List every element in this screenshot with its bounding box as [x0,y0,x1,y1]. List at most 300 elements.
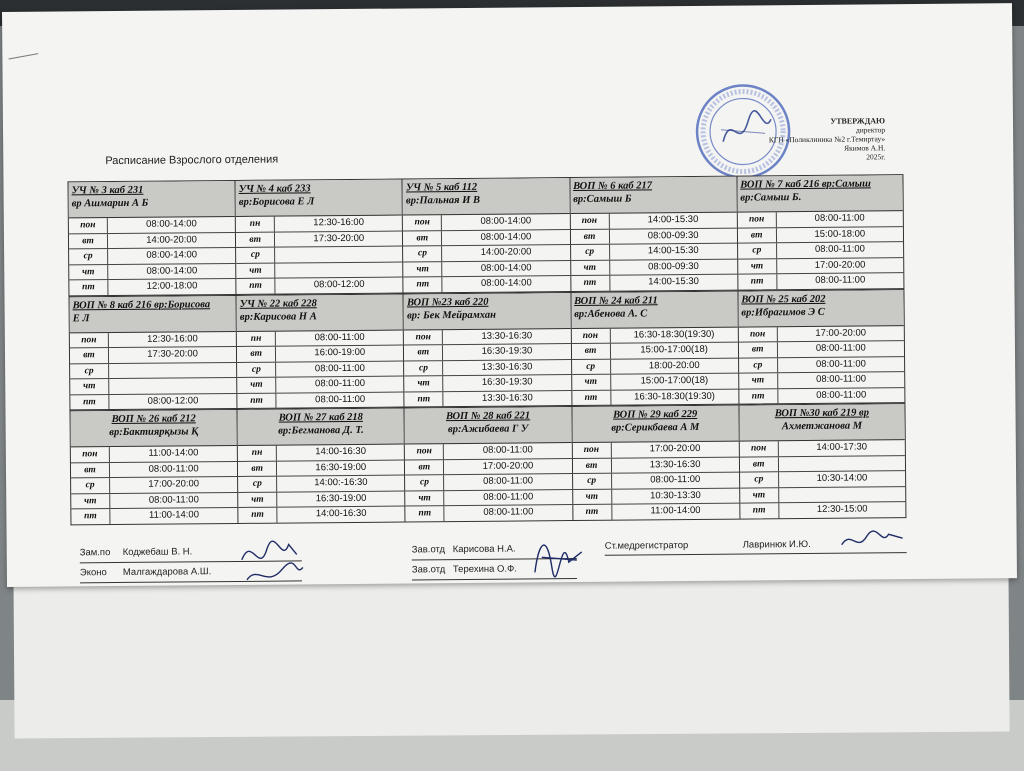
time-cell: 08:00-11:00 [314,331,365,343]
weekday-cell: ср [738,243,777,258]
day-row [404,329,570,346]
weekday-cell: пон [740,441,779,456]
weekday-cell: чт [738,259,777,274]
doctor-header [571,291,737,328]
day-row [71,446,237,463]
day-row [740,440,905,457]
day-row [238,476,404,493]
time-cell: 08:00-11:00 [816,388,867,401]
weekday-cell: пт [239,508,278,523]
day-row [571,327,737,344]
cabinet-label: УЧ № 3 каб 231 [71,184,144,197]
time-cell: 14:00-16:30 [315,445,367,458]
day-row [405,443,571,460]
weekday-cell: ср [573,474,612,489]
time-cell: 16:30-19:30 [481,376,533,388]
weekday-cell: пон [69,218,108,233]
time-cell: 12:00-18:00 [146,280,198,292]
time-cell: 08:00-14:00 [480,277,532,289]
day-row [571,244,737,261]
cabinet-label: УЧ № 22 каб 228 [239,297,317,310]
time-cell [275,247,402,263]
time-cell: 08:00-11:00 [814,243,865,255]
weekday-cell: вт [572,458,611,473]
time-cell: 11:00-14:00 [650,504,701,517]
day-row [236,247,402,264]
time-cell: 08:00-11:00 [815,357,866,370]
weekday-cell: вт [236,232,275,247]
time-cell: 08:00-14:00 [146,264,198,277]
day-row [70,362,236,379]
zav1-name: Карисова Н.А. [452,543,516,556]
day-row [572,358,738,375]
cabinet-label: УЧ № 4 каб 233 [238,183,311,195]
approval-name: Якимов А.Н. [844,143,886,153]
weekday-cell: ср [740,472,779,487]
time-cell: 10:30-14:00 [816,472,868,484]
day-row [738,258,903,275]
weekday-cell: ср [236,248,275,263]
day-row [237,278,403,294]
day-row [404,261,570,278]
day-row [738,211,903,228]
cabinet-label: ВОП № 6 каб 217 [573,180,653,193]
doctor-name: вр:Карисова Н А [239,310,317,323]
time-cell: 13:30-16:30 [481,329,533,342]
doctor-block [69,409,237,525]
weekday-cell: вт [69,234,108,249]
approval-position: директор [855,125,886,135]
time-cell: 08:00-11:00 [482,444,533,456]
time-cell: 08:00-09:30 [647,229,699,241]
time-cell [779,487,905,503]
time-cell: 13:30-16:30 [649,458,701,470]
weekday-cell: пт [738,274,777,289]
time-cell: 16:30-18:30(19:30) [634,390,715,402]
time-cell: 08:00-11:00 [483,490,534,503]
time-cell: 16:30-19:00 [315,461,367,473]
weekday-cell: пон [404,330,443,345]
doctor-block [571,405,739,521]
time-cell: 08:00-11:00 [483,475,534,487]
weekday-cell: пн [236,217,275,232]
cabinet-label: ВОП №30 каб 219 вр [774,407,869,420]
day-row [69,248,235,265]
doctor-block [67,180,235,296]
time-cell: 17:00-20:00 [815,326,867,339]
day-row [740,502,905,518]
doctor-name: вр: Бек Мейрамхан [406,309,497,321]
time-cell: 08:00-09:30 [647,260,699,272]
time-cell: 08:00-11:00 [483,506,534,518]
doctor-header [68,181,234,218]
doctor-header [70,410,236,447]
weekday-cell: ср [403,246,442,261]
day-row [237,361,403,378]
doctor-name: вр:Ажибаева Г У [447,423,529,436]
doctor-header [737,175,902,212]
weekday-cell: пт [572,390,611,405]
cabinet-label: ВОП №23 каб 220 [406,296,489,308]
doctor-name: вр Ашмарин А Б [71,197,149,210]
weekday-cell: ср [69,249,108,264]
approval-org: КГП «Поликлиника №2 г.Темиртау» [768,134,886,145]
time-cell: 14:00-20:00 [480,246,532,258]
econ-name: Малгаждарова А.Ш. [122,566,212,578]
day-row [71,508,237,524]
doctor-block [236,293,404,409]
day-row [571,259,737,276]
weekday-cell: вт [740,457,779,472]
time-cell: 08:00-12:00 [147,394,199,407]
day-row [572,442,738,459]
weekday-cell: чт [571,260,610,275]
time-cell: 12:30-16:00 [147,332,198,345]
zav2-name: Терехина О.Ф. [452,563,517,576]
weekday-cell: пт [740,503,779,518]
day-row [403,214,569,231]
time-cell: 08:00-14:00 [146,249,198,261]
day-row [70,331,236,348]
day-row [69,263,235,280]
time-cell: 08:00-14:00 [146,218,197,230]
doctor-header [238,409,404,446]
day-row [406,490,572,507]
time-cell: 08:00-11:00 [148,462,199,475]
zam-label: Зам.по [79,547,111,559]
weekday-cell: пон [738,212,777,227]
day-row [237,377,403,394]
doctor-block [403,292,571,408]
doctor-block [237,408,405,524]
doctor-block [68,294,236,410]
weekday-cell: пт [739,389,778,404]
time-cell: 08:00-14:00 [480,215,532,227]
day-row [739,372,904,389]
doctor-header [739,404,904,441]
doctor-header [405,407,571,444]
day-row [572,374,738,391]
time-cell: 08:00-14:00 [480,261,532,274]
time-cell: 14:00-17:30 [816,441,868,453]
zav1-label: Зав.отд [411,544,446,556]
page-title: Расписание Взрослого отделения [105,153,279,168]
cabinet-label: УЧ № 5 каб 112 [405,181,478,194]
weekday-cell: ср [70,364,109,379]
time-cell [109,378,236,394]
day-row [740,487,905,504]
day-row [404,344,570,361]
day-row [739,388,904,404]
weekday-cell: пт [571,276,610,291]
weekday-cell: вт [237,347,276,362]
weekday-cell: пон [405,444,444,459]
day-row [738,273,903,289]
doctor-name: вр:Самыш Б [573,193,632,206]
weekday-cell: пон [570,214,609,229]
time-cell: 16:30-18:30(19:30) [633,328,715,341]
weekday-cell: чт [69,265,108,280]
weekday-cell: пт [238,393,277,408]
handwritten-signature-zav [526,522,587,583]
weekday-cell: пон [739,327,778,342]
weekday-cell: чт [405,376,444,391]
approval-head: УТВЕРЖДАЮ [830,116,886,126]
day-row [236,231,402,248]
day-row [738,227,903,244]
zam-name: Коджебаш В. Н. [122,546,193,558]
doctor-header [237,294,403,331]
time-cell: 08:00-12:00 [313,278,365,291]
day-row [405,459,571,476]
weekday-cell: вт [570,229,609,244]
time-cell: 16:00-19:00 [314,346,366,359]
time-cell: 16:30-19:00 [315,492,367,504]
schedule-row [68,289,905,411]
approval-block [715,116,885,162]
doctor-block [570,290,738,406]
time-cell: 12:30-15:00 [816,503,868,515]
cabinet-label: ВОП № 26 каб 212 [111,413,196,426]
time-cell: 18:00-20:00 [648,359,700,371]
weekday-cell: вт [739,342,778,357]
doctor-header [572,406,738,443]
time-cell: 08:00-11:00 [650,473,701,486]
weekday-cell: ср [405,475,444,490]
doctor-name: вр:Бегманова Д. Т. [278,424,364,437]
day-row [71,477,237,494]
day-row [403,245,569,262]
time-cell: 14:00:-16:30 [314,476,368,489]
time-cell: 14:00-16:30 [315,507,367,520]
weekday-cell: чт [238,492,277,507]
day-row [740,456,905,473]
time-cell: 15:00-18:00 [814,227,866,240]
handwritten-signature-zam [237,529,308,590]
time-cell: 08:00-11:00 [315,393,366,405]
day-row [70,393,236,409]
time-cell: 17:00-20:00 [148,478,200,490]
doctor-block [736,174,904,290]
day-row [403,230,569,247]
day-row [571,275,737,291]
pen-mark [9,53,39,59]
weekday-cell: пон [403,215,442,230]
time-cell: 14:00-20:00 [146,233,197,246]
time-cell: 08:00-11:00 [816,373,867,385]
doctor-block [235,179,403,295]
day-row [405,375,571,392]
day-row [70,378,236,395]
time-cell [109,362,236,378]
day-row [70,347,236,364]
day-row [740,471,905,488]
time-cell: 08:00-11:00 [815,342,866,354]
doctor-header [738,290,903,327]
weekday-cell: вт [738,228,777,243]
cabinet-label: ВОП № 24 каб 211 [574,294,658,307]
weekday-cell: вт [70,348,109,363]
weekday-cell: ср [238,477,277,492]
time-cell: 08:00-11:00 [815,274,866,286]
time-cell: 15:00-17:00(18) [640,343,708,356]
weekday-cell: вт [405,460,444,475]
day-row [405,391,571,407]
doctor-block [738,403,906,519]
weekday-cell: пт [406,506,445,521]
day-row [238,460,404,477]
time-cell: 17:30-20:00 [313,232,365,244]
day-row [573,473,739,490]
time-cell: 17:30-20:00 [147,348,198,360]
weekday-cell: чт [572,375,611,390]
weekday-cell: пон [70,333,109,348]
weekday-cell: ср [572,359,611,374]
time-cell: 08:00-11:00 [314,362,365,374]
cabinet-label: ВОП № 7 каб 216 вр:Самыш [740,178,871,191]
time-cell: 16:30-19:30 [481,345,533,357]
weekday-cell: пт [237,279,276,294]
weekday-cell: вт [404,345,443,360]
time-cell: 10:30-13:30 [649,489,701,501]
weekday-cell: ср [739,358,778,373]
doctor-name: вр:Борисова Е Л [238,196,315,208]
schedule-row [67,174,904,296]
doctor-name: вр:Пальная И В [405,194,481,207]
day-row [238,392,404,408]
weekday-cell: чт [404,262,443,277]
day-row [739,341,904,358]
day-row [573,504,739,520]
weekday-cell: пт [404,277,443,292]
time-cell: 15:00-17:00(18) [640,374,709,387]
doctor-name: вр:Серикбаева А М [611,421,700,434]
day-row [237,330,403,347]
weekday-cell: чт [406,491,445,506]
doctor-block [402,177,570,293]
day-row [404,360,570,377]
day-row [573,488,739,505]
weekday-cell: чт [71,494,110,509]
weekday-cell: пт [573,505,612,520]
time-cell: 08:00-11:00 [148,493,199,506]
day-row [239,507,405,523]
cabinet-label: ВОП № 8 каб 216 вр:Борисова [72,298,211,311]
time-cell: 13:30-16:30 [481,391,533,404]
econ-label: Эконо [79,567,107,579]
doctor-header [404,293,570,330]
time-cell: 17:00-20:00 [814,258,866,271]
day-row [236,262,402,279]
weekday-cell: пон [571,328,610,343]
doctor-block [404,406,572,522]
doctor-block [569,176,737,292]
doctor-name: вр:Самыш Б. [740,192,802,204]
day-row [406,505,572,521]
weekday-cell: пон [572,443,611,458]
day-row [236,216,402,233]
time-cell: 12:30-16:00 [313,216,365,229]
day-row [237,346,403,363]
day-row [739,326,904,343]
day-row [71,461,237,478]
day-row [404,276,570,292]
weekday-cell: пт [71,509,110,524]
weekday-cell: чт [70,379,109,394]
doctor-block [737,289,905,405]
doctor-name: вр:Абенова А. С [574,307,648,320]
weekday-cell: пт [405,392,444,407]
handwritten-signature-registrar [837,524,907,555]
schedule-grid [67,174,906,525]
weekday-cell: пон [71,447,110,462]
weekday-cell: ср [237,362,276,377]
registrar-label: Ст.медрегистратор [604,540,689,552]
weekday-cell: вт [571,344,610,359]
cabinet-label: ВОП № 28 каб 221 [445,410,531,423]
registrar-name: Лавринюк И.Ю. [742,538,811,551]
weekday-cell: пн [238,446,277,461]
day-row [69,217,235,234]
time-cell: 17:00-20:00 [482,459,534,472]
weekday-cell: чт [573,489,612,504]
weekday-cell: чт [740,488,779,503]
time-cell [275,262,402,278]
day-row [572,457,738,474]
time-cell: 11:00-14:00 [148,509,200,521]
doctor-name: вр:Ибрагимов Э С [741,306,825,319]
day-row [570,228,736,245]
cabinet-label: ВОП № 29 каб 229 [613,408,698,421]
day-row [71,492,237,509]
weekday-cell: ср [404,361,443,376]
weekday-cell: пт [69,280,108,295]
doctor-name: Е Л [72,312,90,324]
schedule-paper [2,3,1017,587]
time-cell: 17:00-20:00 [649,442,701,455]
time-cell: 08:00-11:00 [314,377,366,390]
day-row [238,445,404,462]
time-cell: 14:00-15:30 [647,213,699,226]
doctor-name: Ахметжанова М [781,420,863,433]
zav2-label: Зав.отд [411,564,446,576]
day-row [738,242,903,259]
day-row [405,474,571,491]
time-cell: 11:00-14:00 [148,447,199,459]
time-cell: 14:00-15:30 [647,244,699,257]
day-row [69,279,235,295]
time-cell: 13:30-16:30 [481,360,533,373]
weekday-cell: вт [403,231,442,246]
day-row [238,491,404,508]
time-cell: 14:00-15:30 [648,275,699,288]
doctor-header [69,295,235,332]
doctor-header [403,178,569,215]
weekday-cell: ср [571,245,610,260]
day-row [570,213,736,230]
weekday-cell: чт [237,378,276,393]
doctor-name: вр:Бактиярқызы Қ [109,426,199,439]
day-row [572,389,738,405]
weekday-cell: вт [71,463,110,478]
time-cell: 08:00-11:00 [814,212,865,224]
cabinet-label: ВОП № 25 каб 202 [741,293,826,306]
weekday-cell: чт [236,263,275,278]
weekday-cell: пн [237,331,276,346]
weekday-cell: вт [238,461,277,476]
day-row [69,232,235,249]
approval-date: 2025г. [866,152,886,162]
